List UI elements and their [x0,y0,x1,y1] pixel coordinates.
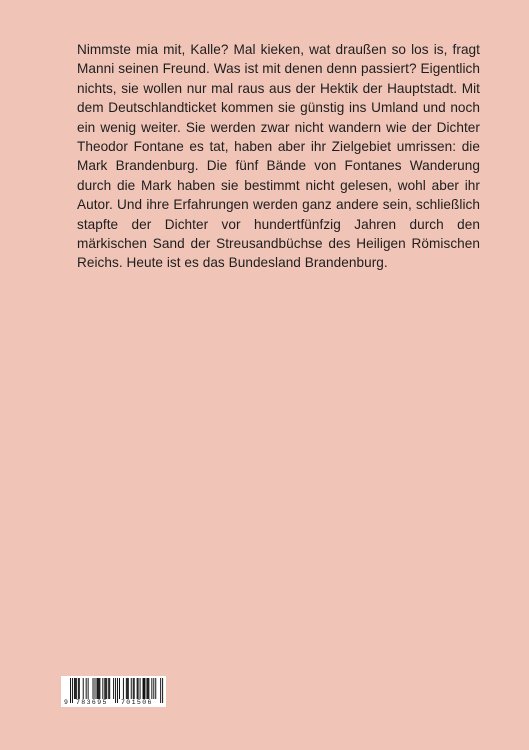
barcode-bar [144,678,145,699]
barcode-bar [104,678,105,699]
barcode-bar [123,678,124,699]
barcode-bar [143,678,144,699]
barcode-bar [137,678,138,699]
barcode-bar [95,678,96,699]
barcode-bar [133,678,134,699]
barcode-bar [127,678,128,699]
barcode-bar [144,678,145,699]
barcode-bar [126,678,127,699]
barcode-lead-digit: 9 [64,699,68,706]
barcode-bar [119,678,120,699]
barcode-bar [106,678,107,699]
barcode-bar [83,678,84,699]
barcode-bar [88,678,89,699]
isbn-barcode [61,676,166,707]
barcode-bar [76,678,77,699]
barcode-bar [147,678,148,699]
barcode-bar [102,678,103,699]
barcode-right-group: 701506 [121,699,153,706]
barcode-bar [134,678,135,699]
barcode-bar [131,678,132,699]
barcode-bar [97,678,98,699]
blurb-text: Nimmste mia mit, Kalle? Mal kieken, wat draußen so los is, fragt Manni seinen Freund. Was ist mit denen denn passiert? Eigentlich nichts, sie wollen nur mal raus aus der Hektik der Hauptstadt. Mit dem Deutschlandticket kommen sie günstig ins Umland und noch ein wenig weiter. Sie werden zwar nicht wandern wie der Dichter Theodor Fontane es tat, haben aber ihr Zielgebiet umrissen: die Mark Brandenburg. Die fünf Bände von Fontanes Wanderung durch die Mark haben sie bestimmt nicht gelesen, wohl aber ihr Autor. Und ihre Erfahrungen werden ganz andere sein, schließlich stapfte der Dichter vor hundertfünfzig Jahren durch den märkischen Sand der Streusandbüchse des Heiligen Römischen Reichs. Heute ist es das Bundesland Brandenburg. [77,42,480,271]
barcode-bar [99,678,100,699]
barcode-bar [109,678,110,699]
barcode-left-group: 783695 [76,699,108,706]
barcode-bar [86,678,87,699]
barcode-bar [151,678,152,699]
barcode-digits [61,699,166,707]
barcode-bar [74,678,75,699]
barcode-bar [113,678,114,699]
barcode-bar [98,678,99,699]
barcode-bar [153,678,154,699]
barcode-bar [78,678,79,699]
barcode-bar [105,678,106,699]
barcode-bar [155,678,156,699]
barcode-bar [128,678,129,699]
barcode-bar [96,678,97,699]
barcode-bar [146,678,147,699]
barcode-bar [140,678,141,699]
barcode-bar [93,678,94,699]
barcode-bar [108,678,109,699]
barcode-bar [79,678,80,699]
barcode-bar [75,678,76,699]
barcode-bar [148,678,149,699]
barcode-bar [138,678,139,699]
